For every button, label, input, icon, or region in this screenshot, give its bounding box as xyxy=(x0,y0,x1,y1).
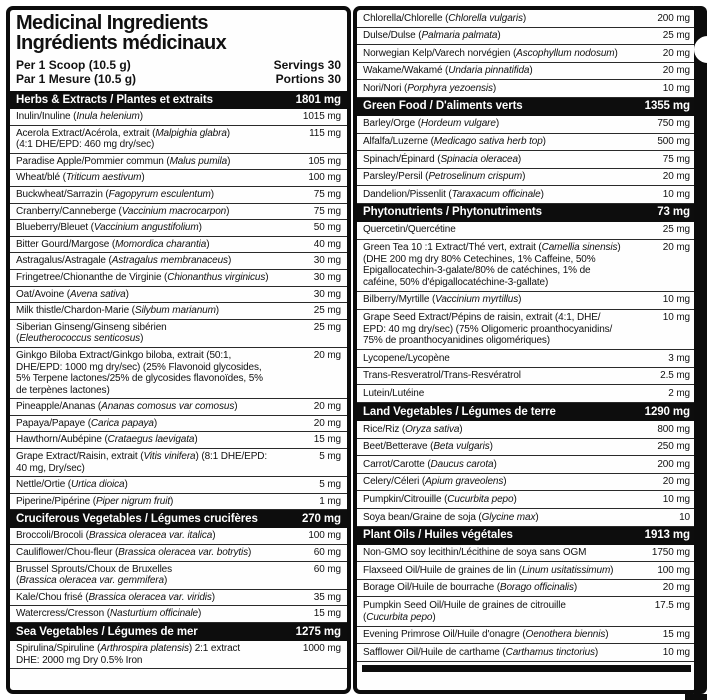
ingredient-row xyxy=(10,126,347,154)
ingredient-amount: 20 mg xyxy=(313,349,341,361)
ingredient-row xyxy=(357,134,696,152)
ingredient-amount: 800 mg xyxy=(657,423,690,435)
ingredient-row xyxy=(357,240,696,292)
ingredient-row xyxy=(10,528,347,545)
ingredient-amount: 20 mg xyxy=(313,417,341,429)
ingredient-label: Paradise Apple/Pommier commun (Malus pumila) xyxy=(16,155,231,167)
ingredient-row xyxy=(357,421,696,439)
ingredient-amount: 750 mg xyxy=(657,118,690,130)
ingredient-row xyxy=(357,80,696,98)
ingredient-label: Borage Oil/Huile de bourrache (Borago officinalis) xyxy=(363,582,578,594)
ingredient-label: Celery/Céleri (Apium graveolens) xyxy=(363,476,507,488)
ingredient-label: Alfalfa/Luzerne (Medicago sativa herb top) xyxy=(363,136,546,148)
ingredient-row xyxy=(357,10,696,28)
ingredient-amount: 30 mg xyxy=(313,271,341,283)
ingredient-row xyxy=(357,28,696,46)
ingredient-label: Wakame/Wakamé (Undaria pinnatifida) xyxy=(363,65,533,77)
ingredient-amount: 10 mg xyxy=(662,188,690,200)
ingredient-amount: 2.5 mg xyxy=(660,370,690,382)
section-label: Sea Vegetables / Légumes de mer xyxy=(16,625,198,638)
section-label: Plant Oils / Huiles végétales xyxy=(363,529,513,542)
ingredient-amount: 105 mg xyxy=(308,155,341,167)
ingredient-row xyxy=(10,109,347,126)
ingredient-amount: 15 mg xyxy=(662,629,690,641)
ingredient-label: Hawthorn/Aubépine (Crataegus laevigata) xyxy=(16,434,198,446)
ingredient-amount: 250 mg xyxy=(657,441,690,453)
ingredient-label: Kale/Chou frisé (Brassica oleracea var. viridis) xyxy=(16,591,215,603)
ingredient-row xyxy=(10,562,347,590)
ingredient-label: Chlorella/Chlorelle (Chlorella vulgaris) xyxy=(363,12,527,24)
section-amount: 1801 mg xyxy=(295,93,341,106)
ingredient-row xyxy=(10,270,347,287)
ingredient-row xyxy=(357,439,696,457)
ingredient-amount: 10 mg xyxy=(662,312,690,323)
ingredient-row xyxy=(357,151,696,169)
ingredient-row xyxy=(10,237,347,254)
section-amount: 1355 mg xyxy=(644,100,690,113)
ingredient-label: Barley/Orge (Hordeum vulgare) xyxy=(363,118,500,130)
ingredient-label: Soya bean/Graine de soja (Glycine max) xyxy=(363,511,539,523)
ingredient-label: Quercetin/Quercétine xyxy=(363,224,456,236)
page-title-en: Medicinal Ingredients xyxy=(16,12,208,34)
ingredient-row xyxy=(10,220,347,237)
ingredient-row xyxy=(357,222,696,240)
section-header xyxy=(10,91,347,109)
section-amount: 1913 mg xyxy=(644,529,690,542)
section-label: Green Food / D'aliments verts xyxy=(363,100,523,113)
ingredient-amount: 35 mg xyxy=(313,591,341,603)
ingredient-row xyxy=(10,606,347,623)
ingredient-row xyxy=(357,116,696,134)
ingredient-row xyxy=(10,320,347,348)
section-header xyxy=(357,527,696,545)
ingredient-amount: 25 mg xyxy=(313,321,341,333)
ingredient-amount: 30 mg xyxy=(313,288,341,300)
ingredient-label: Wheat/blé (Triticum aestivum) xyxy=(16,172,145,184)
ingredient-amount: 1 mg xyxy=(319,495,341,507)
ingredient-amount: 30 mg xyxy=(313,255,341,267)
servings-count-en: Servings 30 xyxy=(273,58,341,72)
ingredient-label: Fringetree/Chionanthe de Virginie (Chionanthus virginicus) xyxy=(16,271,269,283)
ingredient-label: Brussel Sprouts/Choux de Bruxelles (Brassica oleracea var. gemmifera) xyxy=(16,563,172,587)
serving-size xyxy=(16,59,136,86)
ingredient-row xyxy=(10,494,347,511)
ingredient-amount: 100 mg xyxy=(657,564,690,576)
ingredient-amount: 500 mg xyxy=(657,136,690,148)
ingredient-label: Bitter Gourd/Margose (Momordica charantia) xyxy=(16,238,210,250)
ingredient-row xyxy=(10,154,347,171)
ingredient-amount: 20 mg xyxy=(662,65,690,77)
ingredient-label: Oat/Avoine (Avena sativa) xyxy=(16,288,129,300)
ingredient-row xyxy=(10,253,347,270)
ingredient-label: Norwegian Kelp/Varech norvégien (Ascophyllum nodosum) xyxy=(363,47,618,59)
ingredient-label: Pumpkin/Citrouille (Cucurbita pepo) xyxy=(363,493,517,505)
ingredient-label: Spinach/Épinard (Spinacia oleracea) xyxy=(363,153,522,165)
ingredient-amount: 5 mg xyxy=(319,479,341,491)
ingredient-amount: 75 mg xyxy=(313,188,341,200)
ingredient-label: Pineapple/Ananas (Ananas comosus var comosus) xyxy=(16,401,238,413)
ingredient-label: Grape Extract/Raisin, extrait (Vitis vinifera) (8:1 DHE/EPD: 40 mg, Dry/sec) xyxy=(16,451,268,474)
ingredient-label: Trans-Resveratrol/Trans-Resvératrol xyxy=(363,370,521,382)
ingredient-label: Milk thistle/Chardon-Marie (Silybum marianum) xyxy=(16,305,220,317)
ingredient-row xyxy=(357,474,696,492)
column-left-body xyxy=(10,91,347,669)
ingredient-row xyxy=(357,545,696,563)
ingredient-row xyxy=(10,641,347,669)
ingredient-amount: 10 mg xyxy=(662,646,690,658)
label-panel-left xyxy=(6,6,351,694)
ingredient-amount: 10 mg xyxy=(662,294,690,306)
ingredient-row xyxy=(357,310,696,351)
ingredient-row xyxy=(357,63,696,81)
ingredient-label: Lycopene/Lycopène xyxy=(363,352,450,364)
section-amount: 1275 mg xyxy=(295,625,341,638)
ingredient-row xyxy=(357,644,696,662)
ingredient-label: Piperine/Pipérine (Piper nigrum fruit) xyxy=(16,495,174,507)
ingredient-row xyxy=(10,187,347,204)
ingredient-amount: 75 mg xyxy=(313,205,341,217)
ingredient-row xyxy=(357,186,696,204)
section-label: Land Vegetables / Légumes de terre xyxy=(363,405,556,418)
section-label: Herbs & Extracts / Plantes et extraits xyxy=(16,93,213,106)
ingredient-label: Dulse/Dulse (Palmaria palmata) xyxy=(363,30,501,42)
ingredient-amount: 20 mg xyxy=(662,242,690,254)
ingredient-amount: 115 mg xyxy=(309,127,341,139)
ingredient-label: Blueberry/Bleuet (Vaccinium angustifolium) xyxy=(16,222,202,234)
ingredient-amount: 200 mg xyxy=(657,458,690,470)
ingredient-amount: 50 mg xyxy=(313,222,341,234)
ingredient-row xyxy=(10,399,347,416)
ingredient-amount: 20 mg xyxy=(662,47,690,59)
ingredient-row xyxy=(357,169,696,187)
ingredient-label: Beet/Betterave (Beta vulgaris) xyxy=(363,441,493,453)
section-header xyxy=(357,98,696,116)
section-label: Cruciferous Vegetables / Légumes crucifères xyxy=(16,512,258,525)
servings-per-container xyxy=(274,59,341,86)
ingredient-amount: 20 mg xyxy=(662,171,690,183)
ingredient-label: Spirulina/Spiruline (Arthrospira platensis) 2:1 extract DHE: 2000 mg Dry 0.5% Iron xyxy=(16,643,241,666)
ingredient-amount: 1000 mg xyxy=(302,643,341,654)
ingredient-amount: 1015 mg xyxy=(302,111,341,122)
ingredient-row xyxy=(357,368,696,386)
section-amount: 270 mg xyxy=(301,512,341,525)
ingredient-amount: 200 mg xyxy=(657,12,690,24)
ingredient-label: Parsley/Persil (Petroselinum crispum) xyxy=(363,171,526,183)
ingredient-label: Bilberry/Myrtille (Vaccinium myrtillus) xyxy=(363,294,522,306)
ingredient-label: Pumpkin Seed Oil/Huile de graines de citrouille (Cucurbita pepo) xyxy=(363,599,566,623)
ingredient-amount: 40 mg xyxy=(313,238,341,250)
column-right-body xyxy=(357,10,696,672)
ingredient-label: Nettle/Ortie (Urtica dioica) xyxy=(16,479,128,491)
ingredient-row xyxy=(357,580,696,598)
ingredient-row xyxy=(357,562,696,580)
ingredient-amount: 1750 mg xyxy=(651,547,690,559)
ingredient-row xyxy=(10,432,347,449)
ingredient-amount: 100 mg xyxy=(308,530,341,542)
ingredient-amount: 5 mg xyxy=(319,451,341,463)
ingredient-amount: 60 mg xyxy=(313,547,341,559)
ingredient-row xyxy=(10,287,347,304)
ingredient-label: Lutein/Lutéine xyxy=(363,387,425,399)
serving-info xyxy=(16,59,341,86)
ingredient-amount: 10 mg xyxy=(662,82,690,94)
ingredient-row xyxy=(357,45,696,63)
ingredient-label: Flaxseed Oil/Huile de graines de lin (Linum usitatissimum) xyxy=(363,564,614,576)
supplement-label-page xyxy=(6,6,700,694)
ingredient-amount: 2 mg xyxy=(668,387,690,399)
ingredient-row xyxy=(357,292,696,310)
ingredient-label: Evening Primrose Oil/Huile d'onagre (Oenothera biennis) xyxy=(363,629,609,641)
ingredient-row xyxy=(357,597,696,626)
ingredient-row xyxy=(357,350,696,368)
ingredient-row xyxy=(10,545,347,562)
ingredient-amount: 17.5 mg xyxy=(654,599,690,611)
ingredient-row xyxy=(357,509,696,527)
ingredient-amount: 15 mg xyxy=(313,608,341,620)
ingredient-amount: 25 mg xyxy=(662,224,690,236)
bottle-edge-strip xyxy=(694,6,707,694)
ingredient-amount: 20 mg xyxy=(662,582,690,594)
ingredient-label: Broccoli/Brocoli (Brassica oleracea var. italica) xyxy=(16,530,216,542)
section-header xyxy=(357,204,696,222)
serving-size-fr: Par 1 Mesure (10.5 g) xyxy=(16,71,137,86)
ingredient-label: Ginkgo Biloba Extract/Ginkgo biloba, extrait (50:1, DHE/EPD: 1000 mg dry/sec) (25% Flavonoid glycosides, 5% Terpene lactones/25% de glycosides flavonoïdes, 5% de terpènes lactones) xyxy=(16,349,263,396)
ingredient-row xyxy=(10,170,347,187)
section-header xyxy=(357,403,696,421)
section-amount: 1290 mg xyxy=(644,405,690,418)
ingredient-row xyxy=(357,456,696,474)
ingredient-label: Buckwheat/Sarrazin (Fagopyrum esculentum) xyxy=(16,188,214,200)
page-title-fr: Ingrédients médicinaux xyxy=(16,31,227,54)
ingredient-label: Inulin/Inuline (Inula helenium) xyxy=(16,111,143,122)
ingredient-row xyxy=(357,491,696,509)
section-header xyxy=(10,623,347,641)
section-label: Phytonutrients / Phytonutriments xyxy=(363,206,542,219)
ingredient-label: Siberian Ginseng/Ginseng sibérien (Eleutherococcus senticosus) xyxy=(16,321,167,345)
ingredient-label: Watercress/Cresson (Nasturtium officinale) xyxy=(16,608,202,620)
ingredient-label: Papaya/Papaye (Carica papaya) xyxy=(16,417,158,429)
ingredient-label: Cauliflower/Chou-fleur (Brassica oleracea var. botrytis) xyxy=(16,547,252,559)
ingredient-amount: 100 mg xyxy=(308,172,341,184)
bottom-corner-mark xyxy=(685,694,707,700)
ingredient-amount: 25 mg xyxy=(313,305,341,317)
serving-size-en: Per 1 Scoop (10.5 g) xyxy=(16,58,131,72)
ingredient-label: Carrot/Carotte (Daucus carota) xyxy=(363,458,497,470)
ingredient-row xyxy=(10,477,347,494)
section-header xyxy=(10,510,347,528)
ingredient-amount: 10 mg xyxy=(662,493,690,505)
ingredient-amount: 25 mg xyxy=(662,30,690,42)
ingredient-label: Green Tea 10 :1 Extract/Thé vert, extrait (Camellia sinensis) (DHE 200 mg dry 80% Cetechines, 1% Caffeine, 50% Epigallocatechin-3-galate/80% de catéchines, 1% de caféine, 50% d'épigallocatéchine-3-gallate) xyxy=(363,242,621,288)
ingredient-amount: 60 mg xyxy=(313,563,341,575)
ingredient-row xyxy=(357,385,696,403)
ingredient-row xyxy=(10,348,347,399)
ingredient-amount: 3 mg xyxy=(668,352,690,364)
section-amount: 73 mg xyxy=(657,206,690,219)
ingredient-label: Dandelion/Pissenlit (Taraxacum officinale) xyxy=(363,188,544,200)
ingredient-label: Acerola Extract/Acérola, extrait (Malpighia glabra) (4:1 DHE/EPD: 460 mg dry/sec) xyxy=(16,127,230,151)
panel-header xyxy=(10,10,347,86)
ingredient-label: Astragalus/Astragale (Astragalus membranaceus) xyxy=(16,255,232,267)
ingredient-label: Safflower Oil/Huile de carthame (Carthamus tinctorius) xyxy=(363,646,599,658)
ingredient-label: Non-GMO soy lecithin/Lécithine de soya sans OGM xyxy=(363,547,587,559)
ingredient-row xyxy=(10,416,347,433)
ingredient-label: Nori/Nori (Porphyra yezoensis) xyxy=(363,82,497,94)
ingredient-row xyxy=(10,204,347,221)
label-panel-right xyxy=(353,6,700,694)
ingredient-row xyxy=(10,303,347,320)
servings-count-fr: Portions 30 xyxy=(275,71,341,86)
ingredient-row xyxy=(10,449,347,477)
ingredient-amount: 75 mg xyxy=(662,153,690,165)
divider-bar xyxy=(362,665,691,672)
ingredient-amount: 20 mg xyxy=(313,401,341,413)
ingredient-label: Cranberry/Canneberge (Vaccinium macrocarpon) xyxy=(16,205,230,217)
ingredient-amount: 20 mg xyxy=(662,476,690,488)
ingredient-row xyxy=(357,627,696,645)
ingredient-amount: 10 xyxy=(679,511,690,523)
ingredient-label: Rice/Riz (Oryza sativa) xyxy=(363,423,463,435)
ingredient-row xyxy=(10,590,347,607)
ingredient-amount: 15 mg xyxy=(313,434,341,446)
ingredient-label: Grape Seed Extract/Pépins de raisin, extrait (4:1, DHE/ EPD: 40 mg dry/sec) (75% Oligomeric proanthocyanidins/ 75% de proanthocyanidines oligomériques) xyxy=(363,312,613,347)
